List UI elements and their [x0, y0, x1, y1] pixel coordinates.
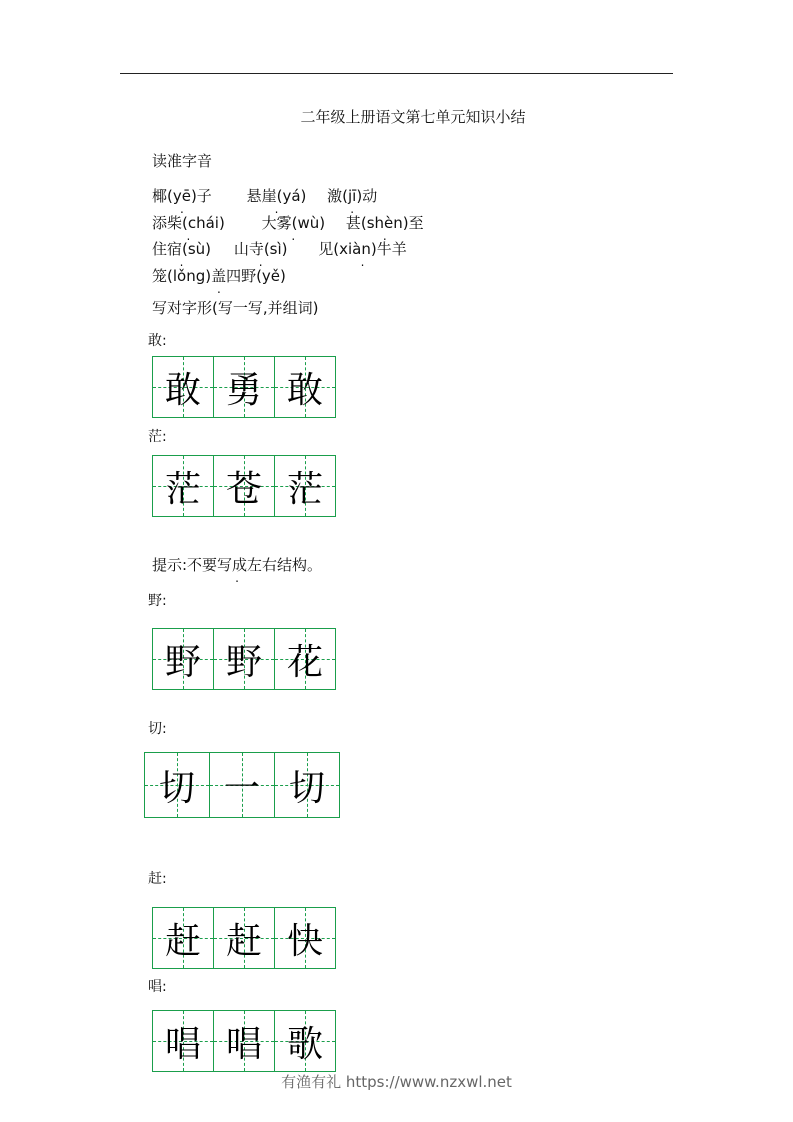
char-label: 野:	[148, 593, 167, 609]
pinyin-item: 山寺(sì) .	[234, 238, 288, 259]
grid-cell	[213, 455, 275, 517]
grid-char: 赶	[164, 920, 201, 962]
grid-cell	[152, 907, 214, 969]
hint-text: 提示:不要写成左右结构。 .	[152, 554, 322, 575]
grid-cell	[274, 455, 336, 517]
pinyin-item: 椰(yē)子 .	[152, 185, 212, 206]
grid-cell	[152, 356, 214, 418]
grid-char: 唱	[225, 1023, 262, 1065]
pinyin-line-1	[152, 185, 377, 206]
grid-cell	[213, 628, 275, 690]
grid-char: 唱	[164, 1023, 201, 1065]
char-label: 茫:	[148, 429, 167, 445]
char-label: 敢:	[148, 333, 167, 349]
grid-char: 赶	[225, 920, 262, 962]
grid-cell	[274, 752, 340, 818]
grid-char: 茫	[164, 468, 201, 510]
grid-char: 敢	[164, 369, 201, 411]
page-title: 二年级上册语文第七单元知识小结	[300, 108, 526, 126]
grid-cell	[213, 356, 275, 418]
header-rule	[120, 73, 673, 74]
grid-cell	[152, 1010, 214, 1072]
grid-char: 野	[225, 641, 262, 683]
writing-grid	[152, 907, 335, 969]
grid-char: 野	[164, 641, 201, 683]
pinyin-item: 激(jī)动 .	[327, 185, 377, 206]
pinyin-item: 见(xiàn)牛羊 .	[318, 238, 406, 259]
writing-grid	[152, 628, 335, 690]
grid-cell	[152, 628, 214, 690]
grid-char: 苍	[225, 468, 262, 510]
pinyin-line-3	[152, 238, 407, 259]
grid-char: 切	[158, 767, 195, 809]
pinyin-item: 大雾(wù) .	[262, 212, 325, 233]
writing-grid	[144, 752, 339, 818]
char-label: 唱:	[148, 979, 167, 995]
pinyin-item: 甚(shèn)至 .	[346, 212, 424, 233]
pinyin-item: 笼(lǒng)盖四野(yě) .	[152, 265, 286, 286]
footer-watermark: 有渔有礼 https://www.nzxwl.net	[281, 1073, 512, 1091]
grid-char: 勇	[225, 369, 262, 411]
grid-cell	[152, 455, 214, 517]
grid-cell	[209, 752, 275, 818]
grid-cell	[144, 752, 210, 818]
char-label: 赶:	[148, 871, 167, 887]
grid-char: 茫	[286, 468, 323, 510]
grid-cell	[274, 628, 336, 690]
grid-char: 花	[286, 641, 323, 683]
writing-grid	[152, 455, 335, 517]
pinyin-item: 住宿(sù) .	[152, 238, 211, 259]
grid-char: 快	[286, 920, 323, 962]
grid-char: 切	[288, 767, 325, 809]
grid-cell	[213, 1010, 275, 1072]
pinyin-item: 添柴(chái) .	[152, 212, 225, 233]
grid-cell	[274, 907, 336, 969]
writing-grid	[152, 1010, 335, 1072]
pinyin-line-2	[152, 212, 424, 233]
grid-cell	[274, 1010, 336, 1072]
writing-grid	[152, 356, 335, 418]
grid-cell	[274, 356, 336, 418]
grid-char: 一	[223, 767, 260, 809]
pinyin-item: 悬崖(yá) .	[247, 185, 307, 206]
char-label: 切:	[148, 721, 167, 737]
section-heading-pronunciation: 读准字音	[152, 152, 213, 170]
grid-char: 敢	[286, 369, 323, 411]
section-heading-writing: 写对字形(写一写,并组词)	[152, 299, 319, 317]
pinyin-line-4	[152, 265, 286, 286]
grid-char: 歌	[286, 1023, 323, 1065]
grid-cell	[213, 907, 275, 969]
